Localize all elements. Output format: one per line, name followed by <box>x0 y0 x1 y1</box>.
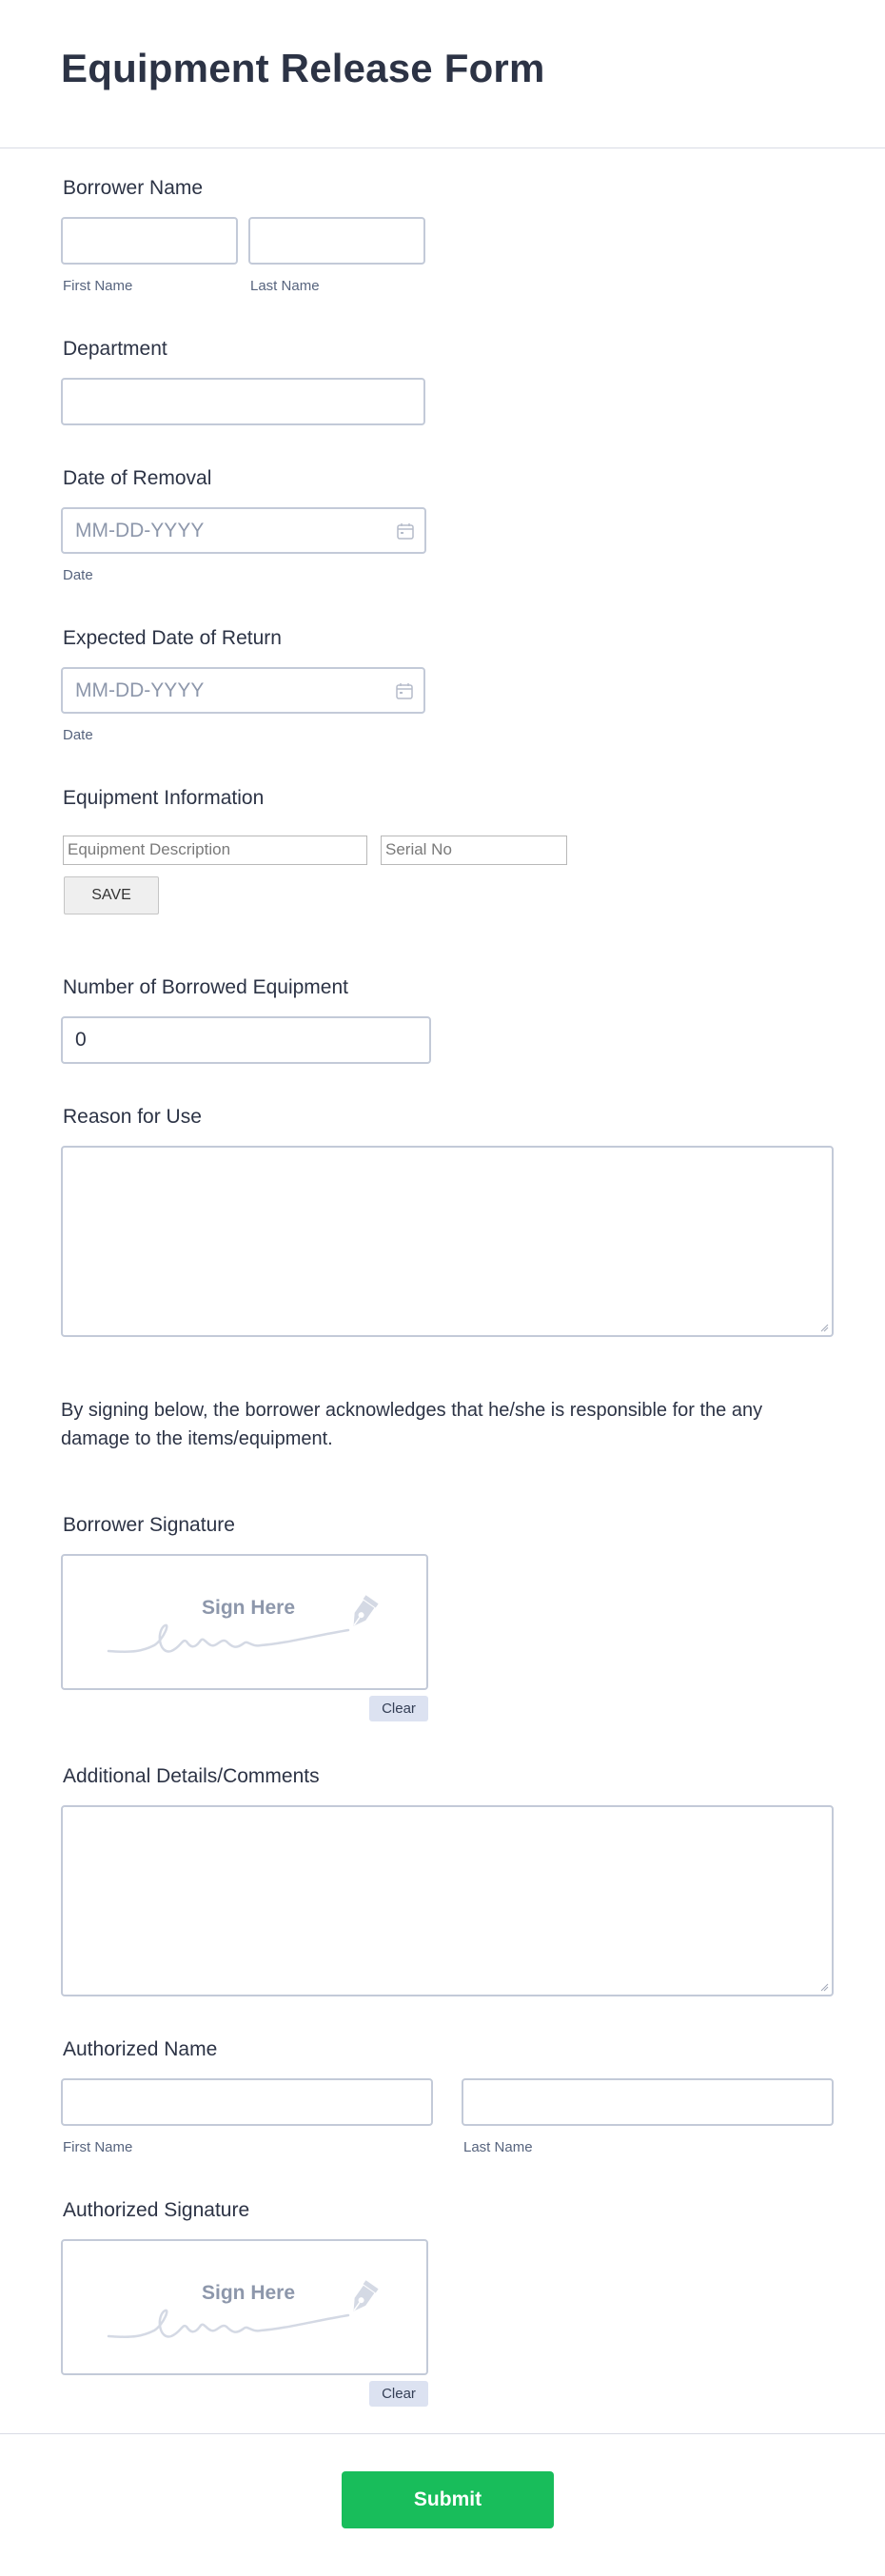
date-return-label: Expected Date of Return <box>63 627 282 649</box>
borrower-last-name-sublabel: Last Name <box>250 278 320 294</box>
borrower-last-name-input[interactable] <box>248 217 425 265</box>
date-return-placeholder: MM-DD-YYYY <box>75 679 205 701</box>
authorized-signature-pad[interactable] <box>61 2239 428 2375</box>
footer-divider <box>0 2433 885 2434</box>
acknowledgement-text: By signing below, the borrower acknowledges that he/she is responsible for the any damage to the items/equipment. <box>61 1400 763 1449</box>
calendar-icon[interactable] <box>396 521 415 545</box>
authorized-name-label: Authorized Name <box>63 2038 218 2060</box>
authorized-signature-label: Authorized Signature <box>63 2199 250 2221</box>
authorized-last-name-sublabel: Last Name <box>463 2139 533 2155</box>
borrowed-count-value: 0 <box>75 1029 87 1051</box>
borrowed-count-input[interactable] <box>61 1016 431 1064</box>
borrower-signature-pad[interactable] <box>61 1554 428 1690</box>
date-removal-placeholder: MM-DD-YYYY <box>75 520 205 541</box>
authorized-first-name-sublabel: First Name <box>63 2139 133 2155</box>
authorized-last-name-input[interactable] <box>462 2078 834 2126</box>
pen-icon <box>339 2279 383 2323</box>
resize-grip-icon[interactable] <box>819 1323 829 1332</box>
calendar-icon[interactable] <box>395 681 414 705</box>
borrower-name-label: Borrower Name <box>63 177 204 199</box>
submit-button[interactable]: Submit <box>342 2471 554 2528</box>
resize-grip-icon[interactable] <box>819 1982 829 1992</box>
page-title: Equipment Release Form <box>61 46 545 90</box>
date-removal-sublabel: Date <box>63 567 93 583</box>
sign-here-prompt: Sign Here <box>202 1597 296 1619</box>
reason-textarea[interactable] <box>61 1146 834 1337</box>
date-removal-input[interactable] <box>61 507 426 554</box>
reason-label: Reason for Use <box>63 1106 202 1128</box>
borrower-first-name-sublabel: First Name <box>63 278 133 294</box>
save-button[interactable]: SAVE <box>64 876 159 914</box>
date-return-input[interactable] <box>61 667 425 714</box>
comments-label: Additional Details/Comments <box>63 1765 320 1787</box>
date-return-sublabel: Date <box>63 727 93 743</box>
equipment-info-label: Equipment Information <box>63 787 265 809</box>
authorized-signature-clear-button[interactable]: Clear <box>369 2381 428 2407</box>
serial-no-input[interactable]: Serial No <box>381 836 567 865</box>
borrower-signature-label: Borrower Signature <box>63 1514 235 1536</box>
header-divider <box>0 147 885 148</box>
borrower-signature-clear-button[interactable]: Clear <box>369 1696 428 1721</box>
borrower-first-name-input[interactable] <box>61 217 238 265</box>
comments-textarea[interactable] <box>61 1805 834 1996</box>
department-label: Department <box>63 338 167 360</box>
date-removal-label: Date of Removal <box>63 467 212 489</box>
pen-icon <box>339 1594 383 1638</box>
department-input[interactable] <box>61 378 425 425</box>
authorized-first-name-input[interactable] <box>61 2078 433 2126</box>
borrowed-count-label: Number of Borrowed Equipment <box>63 976 348 998</box>
equipment-description-input[interactable]: Equipment Description <box>63 836 367 865</box>
sign-here-prompt: Sign Here <box>202 2282 296 2304</box>
